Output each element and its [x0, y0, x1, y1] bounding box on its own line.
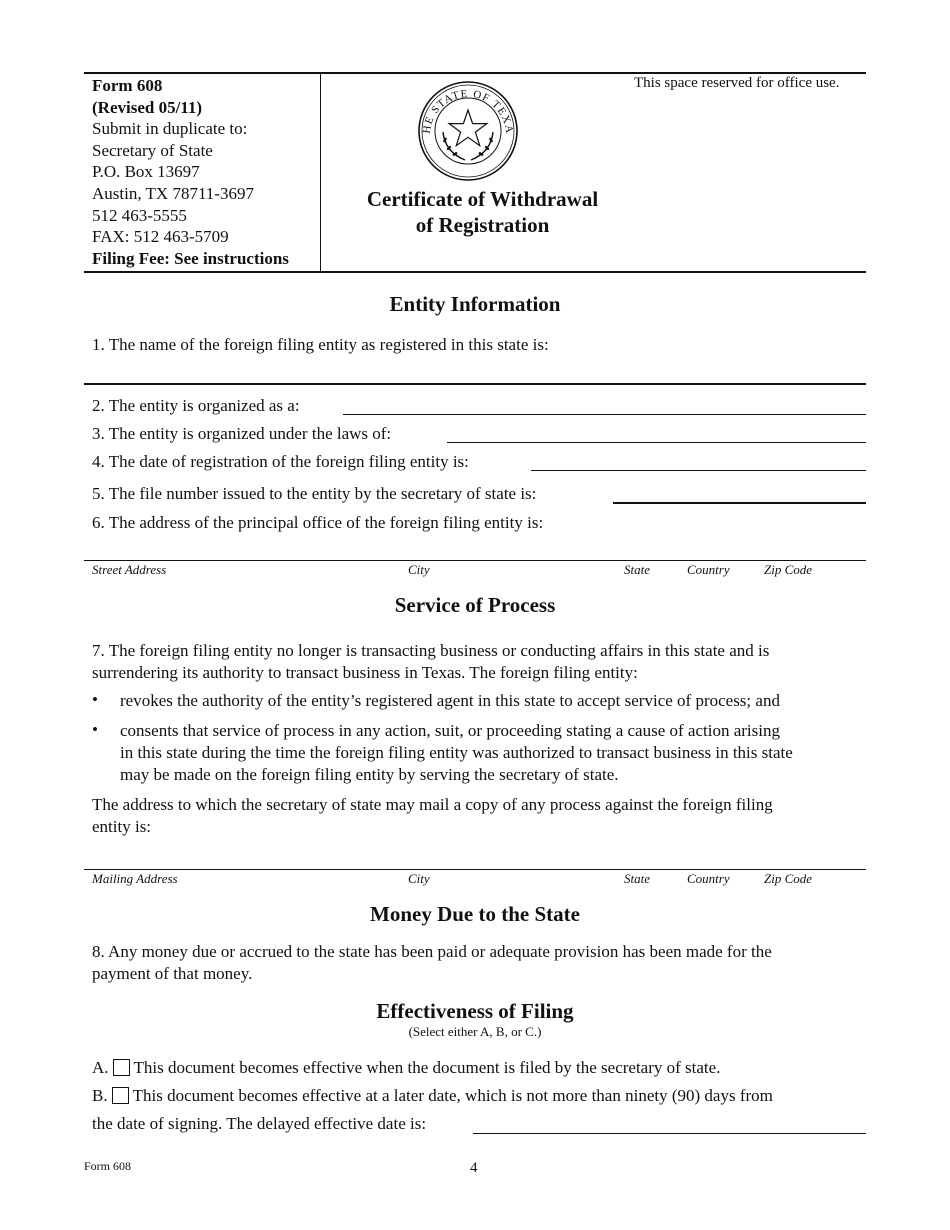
- form-number: Form 608: [92, 76, 163, 95]
- street-address-label: Street Address: [92, 562, 167, 577]
- bullet-icon: •: [92, 690, 98, 709]
- option-b-text: This document becomes effective at a later date, which is not more than ninety (90) days from: [132, 1086, 773, 1105]
- registration-date-field[interactable]: [531, 470, 866, 471]
- header-top-rule: [84, 72, 866, 74]
- mailing-address-field[interactable]: [84, 869, 866, 870]
- option-a-row: [92, 1057, 720, 1079]
- bullet-revokes-authority: revokes the authority of the entity’s registered agent in this state to accept service of process; and: [120, 691, 780, 710]
- item-4-label: 4. The date of registration of the foreign filing entity is:: [92, 452, 469, 471]
- submission-info: [92, 75, 318, 269]
- submit-line: FAX: 512 463-5709: [92, 227, 229, 247]
- header-bottom-rule: [84, 271, 866, 273]
- item-6-label: 6. The address of the principal office of the foreign filing entity is:: [92, 513, 544, 532]
- option-a-letter: A.: [92, 1058, 109, 1077]
- form-revision: (Revised 05/11): [92, 97, 203, 117]
- item-3-label: 3. The entity is organized under the laws of:: [92, 424, 392, 443]
- svg-text:THE STATE OF TEXAS: HE STATE OF TEXA: [420, 87, 516, 135]
- item-5-label: 5. The file number issued to the entity by the secretary of state is:: [92, 484, 537, 503]
- entity-type-field[interactable]: [343, 414, 866, 415]
- entity-name-field[interactable]: [84, 383, 866, 385]
- file-number-field[interactable]: [613, 502, 866, 504]
- submit-line: 512 463-5555: [92, 205, 187, 225]
- texas-seal-icon: [417, 80, 519, 182]
- zip-code-label: Zip Code: [764, 562, 813, 577]
- item-7-text: 7. The foreign filing entity no longer is transacting business or conducting affairs in this state and is surrendering its authority to transact business in Texas. The foreign filing entity:: [92, 641, 770, 682]
- section-title-entity-information: Entity Information: [389, 292, 561, 316]
- bullet-consents-service: consents that service of process in any action, suit, or proceeding stating a cause of action arising in this state during the time the foreign filing entity was authorized to transact business in this state may be made on the foreign filing entity by serving the secretary of state.: [120, 721, 793, 784]
- city-label: City: [408, 871, 430, 886]
- item-2-label: 2. The entity is organized as a:: [92, 396, 300, 415]
- submit-line: Austin, TX 78711-3697: [92, 183, 254, 203]
- city-label: City: [408, 562, 430, 577]
- option-b-letter: B.: [92, 1086, 108, 1105]
- submit-line: Secretary of State: [92, 140, 213, 160]
- page-number: 4: [470, 1160, 478, 1176]
- section-title-service-of-process: Service of Process: [394, 593, 556, 617]
- mailing-address-label: Mailing Address: [92, 871, 178, 886]
- delayed-effective-date-field[interactable]: [473, 1133, 866, 1134]
- country-label: Country: [687, 871, 730, 886]
- header-divider: [320, 73, 321, 272]
- submit-line: Submit in duplicate to:: [92, 119, 248, 139]
- submit-line: P.O. Box 13697: [92, 162, 200, 182]
- footer-form-number: Form 608: [84, 1159, 132, 1173]
- option-a-text: This document becomes effective when the document is filed by the secretary of state.: [133, 1058, 721, 1077]
- country-label: Country: [687, 562, 730, 577]
- zip-code-label: Zip Code: [764, 871, 813, 886]
- option-a-checkbox[interactable]: [113, 1059, 130, 1076]
- office-use-note: This space reserved for office use.: [634, 75, 840, 91]
- filing-fee: Filing Fee: See instructions: [92, 248, 289, 268]
- effectiveness-subtitle: (Select either A, B, or C.): [408, 1024, 542, 1039]
- state-label: State: [624, 871, 650, 886]
- mailing-address-intro: The address to which the secretary of state may mail a copy of any process against the foreign filing entity is:: [92, 795, 773, 836]
- jurisdiction-field[interactable]: [447, 442, 866, 443]
- bullet-icon: •: [92, 720, 98, 739]
- certificate-title: Certificate of Withdrawal of Registration: [366, 187, 599, 237]
- option-b-line2: the date of signing. The delayed effective date is:: [92, 1114, 427, 1133]
- section-title-money-due: Money Due to the State: [370, 902, 580, 926]
- option-b-row: [92, 1085, 773, 1107]
- principal-address-field[interactable]: [84, 560, 866, 561]
- item-8-text: 8. Any money due or accrued to the state has been paid or adequate provision has been made for the payment of that money.: [92, 942, 772, 983]
- option-b-checkbox[interactable]: [112, 1087, 129, 1104]
- item-1-label: 1. The name of the foreign filing entity as registered in this state is:: [92, 335, 549, 354]
- state-label: State: [624, 562, 650, 577]
- section-title-effectiveness: Effectiveness of Filing: [376, 999, 574, 1023]
